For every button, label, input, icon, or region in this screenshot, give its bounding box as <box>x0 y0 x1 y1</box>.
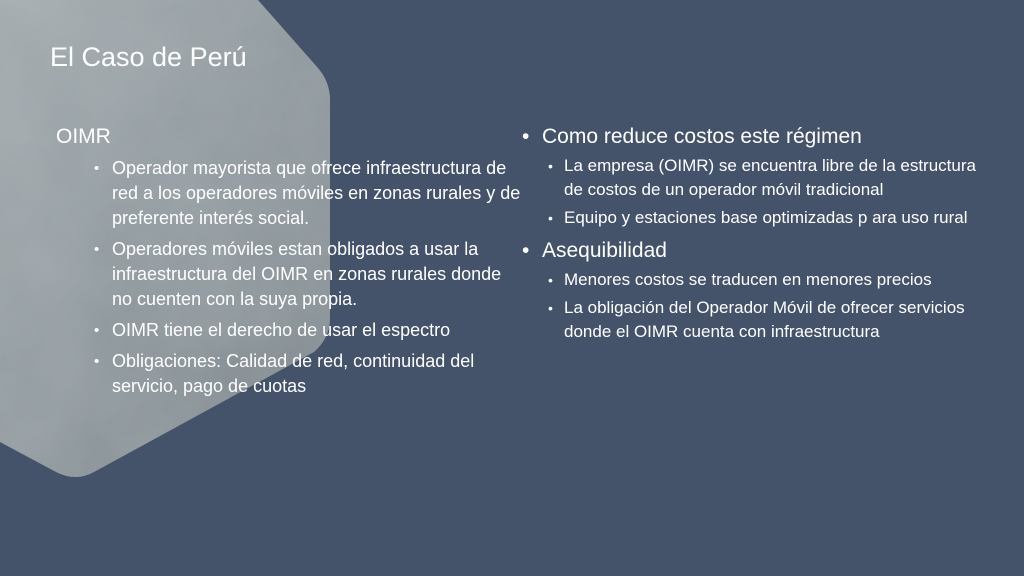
list-item-text: Equipo y estaciones base optimizadas p ara uso rural <box>564 208 968 227</box>
bullet-icon: • <box>94 160 100 177</box>
list-item-text: La empresa (OIMR) se encuentra libre de la estructura de costos de un operador móvil tradicional <box>564 156 976 199</box>
list-item <box>542 296 980 344</box>
section-affordability <box>520 236 980 344</box>
list-item <box>90 318 526 343</box>
list-item <box>90 349 526 399</box>
list-item <box>542 268 980 292</box>
list-item <box>542 206 980 230</box>
left-heading: OIMR <box>56 125 111 148</box>
bullet-icon: • <box>94 353 100 370</box>
bullet-icon: • <box>548 300 553 316</box>
bullet-icon: • <box>548 210 553 226</box>
list-item-text: Operador mayorista que ofrece infraestructura de red a los operadores móviles en zonas rurales y de preferente interés social. <box>112 158 521 228</box>
bullet-icon: • <box>94 241 100 258</box>
bullet-icon: • <box>522 239 530 262</box>
bullet-icon: • <box>548 158 553 174</box>
section-heading: Asequibilidad <box>542 239 667 262</box>
sub-bullet-list <box>542 154 980 230</box>
left-column <box>56 122 526 405</box>
sub-bullet-list <box>542 268 980 344</box>
list-item-text: La obligación del Operador Móvil de ofrecer servicios donde el OIMR cuenta con infraestructura <box>564 298 965 341</box>
section-heading: Como reduce costos este régimen <box>542 125 862 148</box>
slide-title: El Caso de Perú <box>50 42 247 72</box>
bullet-icon: • <box>522 125 530 148</box>
list-item-text: Obligaciones: Calidad de red, continuidad del servicio, pago de cuotas <box>112 351 475 396</box>
list-item <box>90 237 526 312</box>
bullet-icon: • <box>94 322 100 339</box>
list-item <box>542 154 980 202</box>
list-item-text: Operadores móviles estan obligados a usar la infraestructura del OIMR en zonas rurales donde no cuenten con la suya propia. <box>112 239 502 309</box>
list-item-text: OIMR tiene el derecho de usar el espectro <box>112 320 451 340</box>
list-item-text: Menores costos se traducen en menores precios <box>564 270 932 289</box>
right-bullet-list <box>520 122 980 344</box>
right-column <box>520 122 980 350</box>
left-bullet-list <box>90 156 526 399</box>
section-costs <box>520 122 980 230</box>
bullet-icon: • <box>548 272 553 288</box>
list-item <box>90 156 526 231</box>
